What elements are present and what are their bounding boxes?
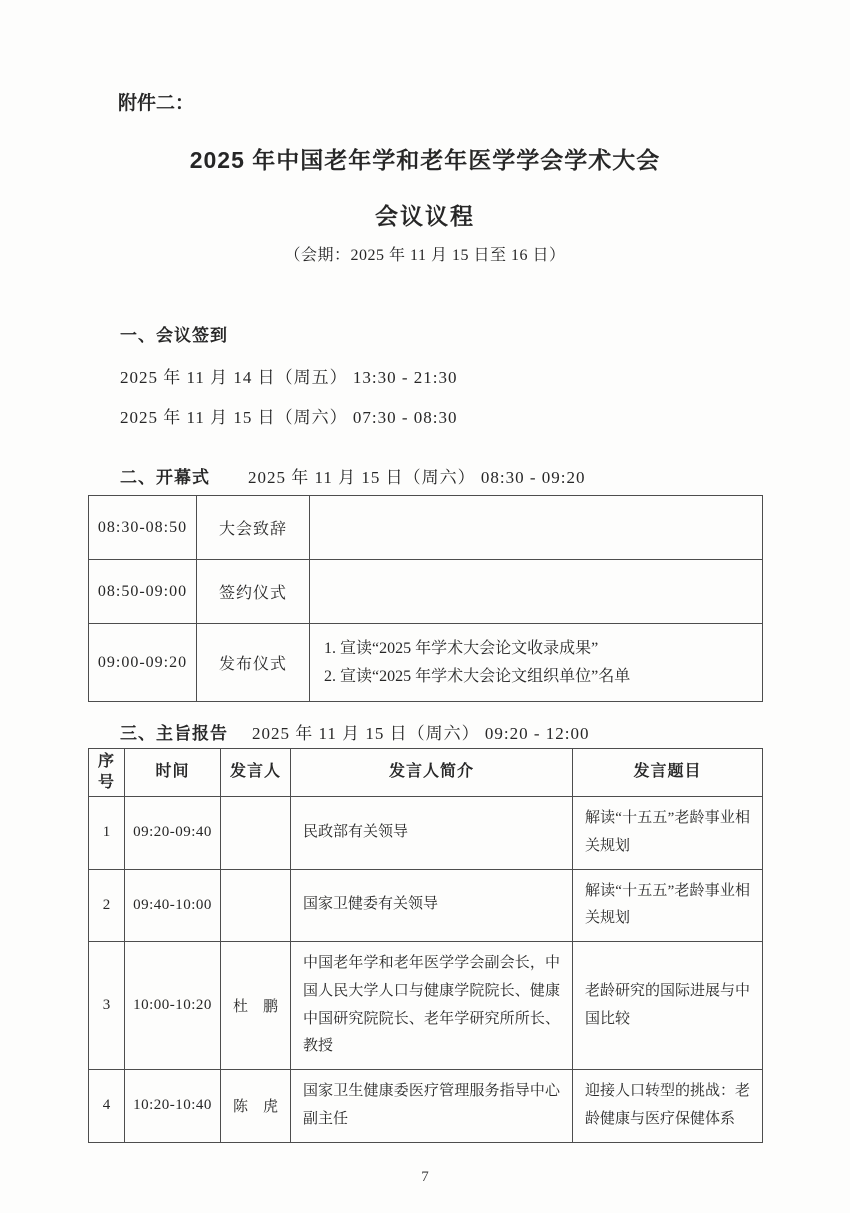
table-row — [89, 496, 763, 560]
opening-time: 08:30-08:50 — [89, 496, 197, 560]
opening-item: 签约仪式 — [197, 560, 310, 624]
row-number: 1 — [89, 797, 125, 870]
section-keynote-header — [120, 719, 762, 744]
row-speaker: 陈 虎 — [221, 1070, 291, 1143]
opening-content — [310, 560, 763, 624]
row-number: 3 — [89, 942, 125, 1070]
table-row — [89, 797, 763, 870]
section-keynote-schedule: 2025 年 11 月 15 日（周六） 09:20 - 12:00 — [252, 724, 590, 743]
conference-period: （会期：2025 年 11 月 15 日至 16 日） — [284, 247, 566, 264]
document-title: 2025 年中国老年学和老年医学学会学术大会 — [189, 147, 661, 173]
row-time: 09:20-09:40 — [125, 797, 221, 870]
row-number: 4 — [89, 1070, 125, 1143]
content-line: 1. 宣读“2025 年学术大会论文收录成果” — [324, 639, 599, 657]
document-subtitle: 会议议程 — [375, 203, 475, 229]
table-row — [89, 624, 763, 702]
header-speaker: 发言人 — [221, 749, 291, 797]
table-row — [89, 942, 763, 1070]
opening-time: 09:00-09:20 — [89, 624, 197, 702]
opening-ceremony-table — [88, 495, 763, 702]
row-topic: 解读“十五五”老龄事业相关规划 — [573, 797, 763, 870]
section-opening-heading: 二、开幕式 — [120, 468, 210, 487]
table-row — [89, 869, 763, 942]
checkin-time-saturday: 2025 年 11 月 15 日（周六） 07:30 - 08:30 — [120, 408, 458, 427]
table-row — [89, 1070, 763, 1143]
row-topic: 老龄研究的国际进展与中国比较 — [573, 942, 763, 1070]
row-speaker-intro: 中国老年学和老年医学学会副会长，中国人民大学人口与健康学院院长、健康中国研究院院长、老年学研究所所长、教授 — [291, 942, 573, 1070]
row-speaker-intro: 民政部有关领导 — [291, 797, 573, 870]
row-speaker — [221, 869, 291, 942]
row-speaker: 杜 鹏 — [221, 942, 291, 1070]
row-speaker-intro: 国家卫健委有关领导 — [291, 869, 573, 942]
row-topic: 解读“十五五”老龄事业相关规划 — [573, 869, 763, 942]
page-number: 7 — [421, 1168, 429, 1185]
opening-content — [310, 496, 763, 560]
row-speaker — [221, 797, 291, 870]
opening-content — [310, 624, 763, 702]
table-header-row — [89, 749, 763, 797]
header-speaker-intro: 发言人简介 — [291, 749, 573, 797]
header-topic: 发言题目 — [573, 749, 763, 797]
row-time: 10:00-10:20 — [125, 942, 221, 1070]
row-speaker-intro: 国家卫生健康委医疗管理服务指导中心副主任 — [291, 1070, 573, 1143]
opening-time: 08:50-09:00 — [89, 560, 197, 624]
row-number: 2 — [89, 869, 125, 942]
checkin-time-friday: 2025 年 11 月 14 日（周五） 13:30 - 21:30 — [120, 368, 458, 387]
section-opening-schedule: 2025 年 11 月 15 日（周六） 08:30 - 09:20 — [248, 468, 586, 487]
row-time: 10:20-10:40 — [125, 1070, 221, 1143]
content-line: 2. 宣读“2025 年学术大会论文组织单位”名单 — [324, 667, 631, 685]
section-keynote-heading: 三、主旨报告 — [120, 724, 228, 743]
attachment-label: 附件二： — [118, 93, 195, 114]
table-row — [89, 560, 763, 624]
row-topic: 迎接人口转型的挑战：老龄健康与医疗保健体系 — [573, 1070, 763, 1143]
opening-item: 发布仪式 — [197, 624, 310, 702]
section-checkin-heading: 一、会议签到 — [120, 326, 228, 345]
opening-item: 大会致辞 — [197, 496, 310, 560]
header-number: 序号 — [89, 749, 125, 797]
header-time: 时间 — [125, 749, 221, 797]
section-opening-header — [120, 463, 762, 488]
keynote-report-table — [88, 748, 763, 1143]
row-time: 09:40-10:00 — [125, 869, 221, 942]
